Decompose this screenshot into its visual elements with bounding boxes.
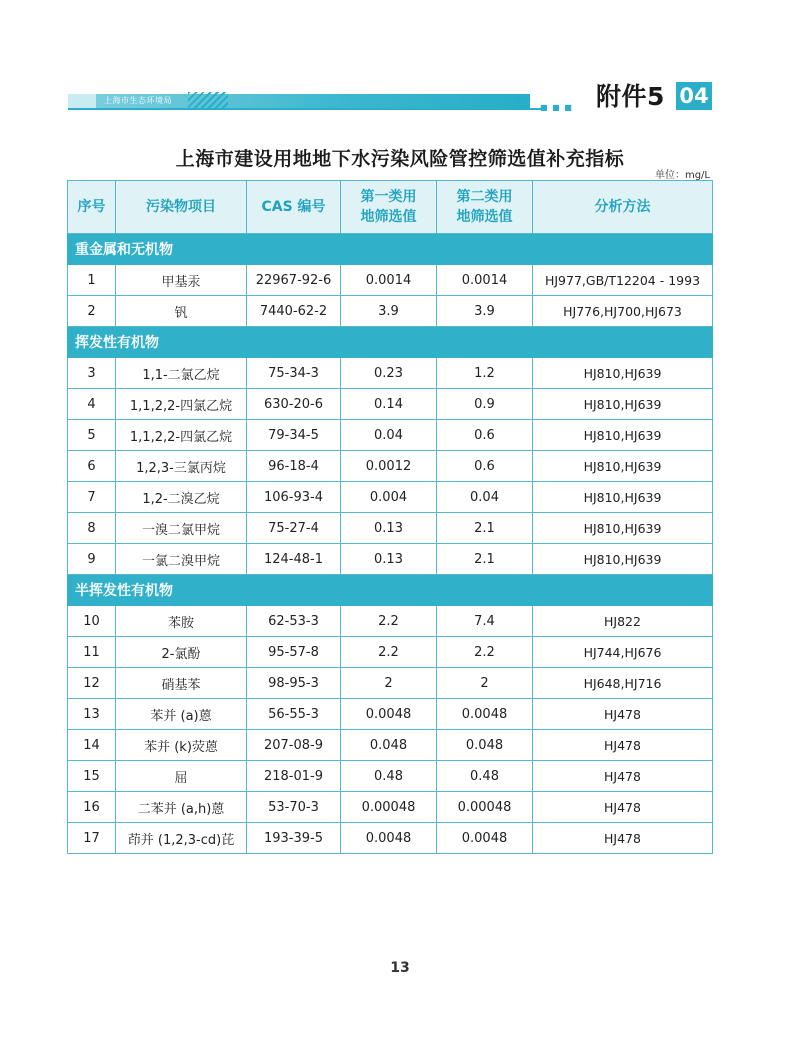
- cell-method: HJ744,HJ676: [533, 637, 713, 668]
- cell-method: HJ810,HJ639: [533, 482, 713, 513]
- cell-class1-value: 0.04: [341, 420, 437, 451]
- cell-method: HJ478: [533, 761, 713, 792]
- table-row: [68, 358, 713, 389]
- cell-no: 7: [68, 482, 116, 513]
- cell-class1-value: 0.23: [341, 358, 437, 389]
- col-header-cas: CAS 编号: [247, 181, 341, 234]
- cell-item: 1,2-二溴乙烷: [116, 482, 247, 513]
- cell-class1-value: 0.48: [341, 761, 437, 792]
- cell-no: 15: [68, 761, 116, 792]
- cell-class2-value: 2.1: [437, 513, 533, 544]
- table-row: [68, 761, 713, 792]
- cell-no: 8: [68, 513, 116, 544]
- table-row: [68, 513, 713, 544]
- cell-class2-value: 0.6: [437, 451, 533, 482]
- page-number: 13: [390, 960, 410, 976]
- section-row: [68, 575, 713, 606]
- col-header-no: 序号: [68, 181, 116, 234]
- cell-method: HJ810,HJ639: [533, 451, 713, 482]
- cell-class2-value: 0.0048: [437, 699, 533, 730]
- header-rule: [68, 108, 546, 110]
- screening-values-table: [67, 180, 713, 854]
- cell-item: 茚并 (1,2,3-cd)芘: [116, 823, 247, 854]
- cell-cas: 106-93-4: [247, 482, 341, 513]
- cell-class2-value: 0.048: [437, 730, 533, 761]
- cell-cas: 75-34-3: [247, 358, 341, 389]
- section-title: 半挥发性有机物: [68, 575, 713, 606]
- cell-cas: 124-48-1: [247, 544, 341, 575]
- cell-method: HJ810,HJ639: [533, 389, 713, 420]
- annex-title: 附件5: [596, 82, 665, 111]
- header-dots: ■ ■ ■: [540, 103, 573, 112]
- cell-class1-value: 0.048: [341, 730, 437, 761]
- col-header-class2-line2: 地筛选值: [456, 209, 513, 225]
- table-row: [68, 730, 713, 761]
- cell-item: 1,1,2,2-四氯乙烷: [116, 389, 247, 420]
- cell-method: HJ648,HJ716: [533, 668, 713, 699]
- table-row: [68, 482, 713, 513]
- table-row: [68, 637, 713, 668]
- cell-item: 甲基汞: [116, 265, 247, 296]
- table-row: [68, 544, 713, 575]
- cell-class2-value: 0.0048: [437, 823, 533, 854]
- cell-class1-value: 0.0048: [341, 699, 437, 730]
- cell-no: 14: [68, 730, 116, 761]
- cell-class2-value: 0.04: [437, 482, 533, 513]
- table-row: [68, 792, 713, 823]
- cell-no: 16: [68, 792, 116, 823]
- cell-cas: 218-01-9: [247, 761, 341, 792]
- col-header-class1-line1: 第一类用: [360, 189, 417, 205]
- cell-class1-value: 0.13: [341, 544, 437, 575]
- cell-class1-value: 0.14: [341, 389, 437, 420]
- cell-no: 6: [68, 451, 116, 482]
- cell-class1-value: 0.0014: [341, 265, 437, 296]
- table-body: [68, 234, 713, 854]
- col-header-class2-line1: 第二类用: [456, 189, 513, 205]
- header-band-accent: [68, 94, 96, 108]
- cell-class2-value: 0.6: [437, 420, 533, 451]
- cell-no: 5: [68, 420, 116, 451]
- cell-no: 13: [68, 699, 116, 730]
- cell-class2-value: 7.4: [437, 606, 533, 637]
- cell-cas: 75-27-4: [247, 513, 341, 544]
- cell-cas: 7440-62-2: [247, 296, 341, 327]
- cell-method: HJ810,HJ639: [533, 358, 713, 389]
- cell-no: 12: [68, 668, 116, 699]
- cell-cas: 630-20-6: [247, 389, 341, 420]
- cell-cas: 193-39-5: [247, 823, 341, 854]
- cell-class1-value: 2.2: [341, 637, 437, 668]
- table-row: [68, 296, 713, 327]
- cell-class1-value: 0.004: [341, 482, 437, 513]
- unit-label: 单位：mg/L: [654, 170, 710, 181]
- cell-item: 二苯并 (a,h)蒽: [116, 792, 247, 823]
- cell-method: HJ810,HJ639: [533, 513, 713, 544]
- cell-class1-value: 0.0012: [341, 451, 437, 482]
- table-row: [68, 823, 713, 854]
- cell-class1-value: 0.13: [341, 513, 437, 544]
- cell-item: 1,1-二氯乙烷: [116, 358, 247, 389]
- section-title: 挥发性有机物: [68, 327, 713, 358]
- cell-cas: 98-95-3: [247, 668, 341, 699]
- cell-class2-value: 1.2: [437, 358, 533, 389]
- cell-cas: 95-57-8: [247, 637, 341, 668]
- cell-no: 10: [68, 606, 116, 637]
- table-header-row: [68, 181, 713, 234]
- col-header-class2: [437, 181, 533, 234]
- table-row: [68, 451, 713, 482]
- cell-item: 一氯二溴甲烷: [116, 544, 247, 575]
- table-row: [68, 389, 713, 420]
- cell-item: 硝基苯: [116, 668, 247, 699]
- cell-class1-value: 3.9: [341, 296, 437, 327]
- cell-cas: 56-55-3: [247, 699, 341, 730]
- cell-cas: 96-18-4: [247, 451, 341, 482]
- table-row: [68, 420, 713, 451]
- cell-method: HJ822: [533, 606, 713, 637]
- cell-method: HJ977,GB/T12204 - 1993: [533, 265, 713, 296]
- cell-class1-value: 2: [341, 668, 437, 699]
- cell-item: 钒: [116, 296, 247, 327]
- cell-item: 苯胺: [116, 606, 247, 637]
- header-agency-label: 上海市生态环境局: [104, 96, 172, 105]
- table-row: [68, 606, 713, 637]
- chapter-badge: 04: [676, 82, 712, 110]
- col-header-class1: [341, 181, 437, 234]
- cell-class2-value: 0.48: [437, 761, 533, 792]
- cell-no: 17: [68, 823, 116, 854]
- cell-method: HJ810,HJ639: [533, 544, 713, 575]
- cell-cas: 22967-92-6: [247, 265, 341, 296]
- cell-method: HJ478: [533, 699, 713, 730]
- section-title: 重金属和无机物: [68, 234, 713, 265]
- col-header-class1-line2: 地筛选值: [360, 209, 417, 225]
- cell-no: 2: [68, 296, 116, 327]
- cell-class2-value: 2: [437, 668, 533, 699]
- page-title: 上海市建设用地地下水污染风险管控筛选值补充指标: [175, 148, 625, 170]
- cell-no: 11: [68, 637, 116, 668]
- cell-no: 1: [68, 265, 116, 296]
- cell-class2-value: 3.9: [437, 296, 533, 327]
- section-row: [68, 234, 713, 265]
- cell-class2-value: 2.2: [437, 637, 533, 668]
- cell-item: 一溴二氯甲烷: [116, 513, 247, 544]
- cell-item: 1,1,2,2-四氯乙烷: [116, 420, 247, 451]
- cell-no: 3: [68, 358, 116, 389]
- cell-class2-value: 0.00048: [437, 792, 533, 823]
- cell-item: 1,2,3-三氯丙烷: [116, 451, 247, 482]
- cell-method: HJ478: [533, 792, 713, 823]
- col-header-item: 污染物项目: [116, 181, 247, 234]
- cell-item: 苯并 (a)蒽: [116, 699, 247, 730]
- cell-method: HJ810,HJ639: [533, 420, 713, 451]
- cell-no: 4: [68, 389, 116, 420]
- cell-method: HJ478: [533, 823, 713, 854]
- page-header: [0, 78, 800, 118]
- cell-class2-value: 0.9: [437, 389, 533, 420]
- cell-method: HJ478: [533, 730, 713, 761]
- cell-class1-value: 0.00048: [341, 792, 437, 823]
- cell-class2-value: 2.1: [437, 544, 533, 575]
- cell-item: 2-氯酚: [116, 637, 247, 668]
- cell-item: 屈: [116, 761, 247, 792]
- cell-no: 9: [68, 544, 116, 575]
- cell-method: HJ776,HJ700,HJ673: [533, 296, 713, 327]
- cell-cas: 62-53-3: [247, 606, 341, 637]
- cell-item: 苯并 (k)荧蒽: [116, 730, 247, 761]
- cell-cas: 53-70-3: [247, 792, 341, 823]
- cell-class2-value: 0.0014: [437, 265, 533, 296]
- table-row: [68, 699, 713, 730]
- table-row: [68, 265, 713, 296]
- col-header-method: 分析方法: [533, 181, 713, 234]
- cell-class1-value: 0.0048: [341, 823, 437, 854]
- cell-class1-value: 2.2: [341, 606, 437, 637]
- cell-cas: 207-08-9: [247, 730, 341, 761]
- section-row: [68, 327, 713, 358]
- cell-cas: 79-34-5: [247, 420, 341, 451]
- table-row: [68, 668, 713, 699]
